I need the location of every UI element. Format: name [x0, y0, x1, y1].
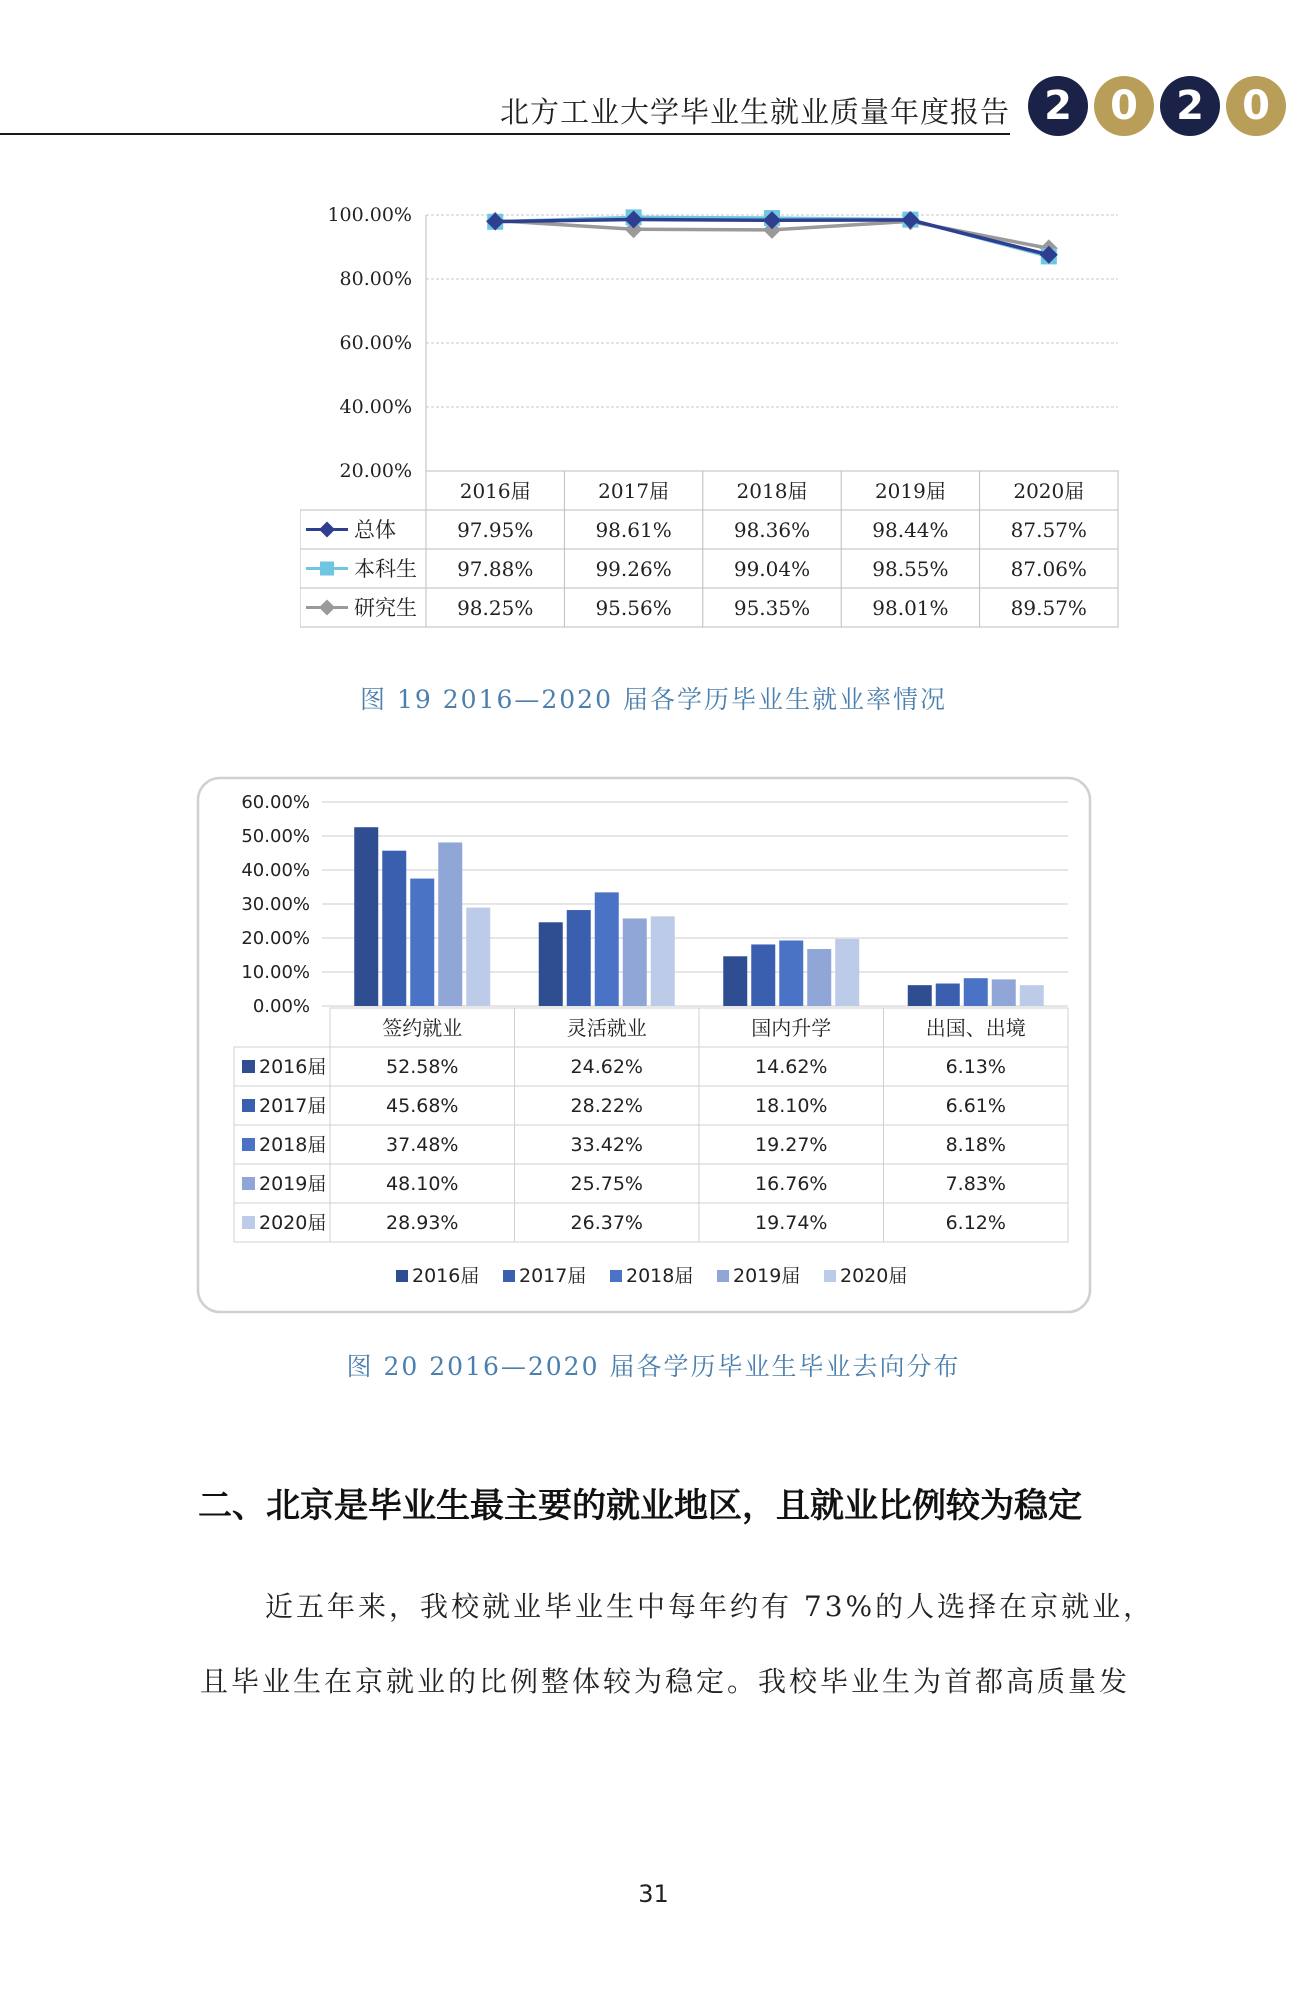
table-row [300, 549, 1118, 588]
employment-rate-line-chart [300, 195, 1140, 635]
legend-label: 2016届 [412, 1265, 480, 1287]
legend-label: 2017届 [519, 1265, 587, 1287]
bar [807, 949, 831, 1006]
y-tick-label: 0.00% [252, 996, 310, 1017]
data-value-cell: 28.93% [386, 1212, 459, 1234]
data-value-cell: 7.83% [945, 1173, 1006, 1195]
legend-swatch [396, 1270, 408, 1282]
data-value-cell: 6.12% [945, 1212, 1006, 1234]
data-value-cell: 28.22% [570, 1095, 643, 1117]
data-value-cell: 95.35% [733, 596, 811, 620]
data-value-cell: 98.44% [872, 518, 949, 542]
data-value-cell: 97.88% [457, 557, 534, 581]
data-value-cell: 24.62% [570, 1056, 643, 1078]
y-tick-label: 20.00% [241, 928, 310, 949]
category-label: 国内升学 [751, 1016, 832, 1040]
year-digit-badge: 2 [1160, 76, 1220, 136]
data-value-cell: 99.26% [595, 557, 672, 581]
bar [438, 842, 462, 1006]
header-rule [0, 133, 1010, 135]
data-value-cell: 26.37% [570, 1212, 643, 1234]
legend-swatch [503, 1270, 515, 1282]
bar [1020, 985, 1044, 1006]
bar [623, 918, 647, 1006]
data-value-cell: 19.27% [755, 1134, 828, 1156]
legend-label: 2020届 [840, 1265, 908, 1287]
series-label: 2019届 [259, 1173, 327, 1195]
y-tick-label: 10.00% [241, 962, 310, 983]
bar [567, 910, 591, 1006]
legend-key-swatch [242, 1060, 255, 1073]
legend-swatch [717, 1270, 729, 1282]
series-label: 2018届 [259, 1134, 327, 1156]
category-label: 灵活就业 [566, 1016, 647, 1040]
data-value-cell: 89.57% [1010, 596, 1087, 620]
data-value-cell: 18.10% [755, 1095, 828, 1117]
legend-key-marker [319, 600, 335, 616]
legend-key-swatch [242, 1138, 255, 1151]
data-value-cell: 99.04% [733, 557, 811, 581]
table-row [300, 510, 1118, 549]
bar [835, 939, 859, 1006]
bar [751, 944, 775, 1006]
data-value-cell: 14.62% [755, 1056, 828, 1078]
y-tick-label: 60.00% [339, 332, 412, 354]
data-value-cell: 33.42% [570, 1134, 643, 1156]
bar [466, 908, 490, 1006]
figure-19-caption: 图 19 2016—2020 届各学历毕业生就业率情况 [360, 685, 947, 714]
data-value-cell: 98.36% [733, 518, 811, 542]
data-value-cell: 98.01% [872, 596, 949, 620]
section-heading: 二、北京是毕业生最主要的就业地区，且就业比例较为稳定 [198, 1486, 1082, 1526]
legend-swatch [824, 1270, 836, 1282]
year-digit-badge: 0 [1226, 76, 1286, 136]
year-digit-badge: 0 [1094, 76, 1154, 136]
data-value-cell: 6.61% [945, 1095, 1006, 1117]
legend-label: 2019届 [733, 1265, 801, 1287]
category-label: 2018届 [736, 479, 808, 503]
data-value-cell: 37.48% [386, 1134, 459, 1156]
series-label: 研究生 [354, 596, 417, 620]
year-badges [1028, 76, 1286, 136]
data-value-cell: 98.25% [457, 596, 534, 620]
bar [410, 879, 434, 1006]
data-value-cell: 87.06% [1010, 557, 1087, 581]
category-label: 2019届 [874, 479, 946, 503]
y-tick-label: 80.00% [339, 268, 412, 290]
legend-key-swatch [242, 1099, 255, 1112]
year-digit-badge: 2 [1028, 76, 1088, 136]
legend-key-swatch [242, 1177, 255, 1190]
bar [936, 984, 960, 1006]
data-value-cell: 16.76% [755, 1173, 828, 1195]
graduate-destination-bar-chart [196, 776, 1096, 1316]
bar [964, 978, 988, 1006]
y-tick-label: 60.00% [241, 792, 310, 813]
data-value-cell: 97.95% [457, 518, 534, 542]
y-tick-label: 30.00% [241, 894, 310, 915]
legend-label: 2018届 [626, 1265, 694, 1287]
data-value-cell: 87.57% [1010, 518, 1087, 542]
y-tick-label: 40.00% [241, 860, 310, 881]
category-label: 签约就业 [382, 1016, 463, 1040]
y-tick-label: 20.00% [339, 460, 412, 482]
bar [354, 827, 378, 1006]
data-value-cell: 45.68% [386, 1095, 459, 1117]
bar [539, 922, 563, 1006]
category-label: 2020届 [1013, 479, 1085, 503]
bar [382, 851, 406, 1006]
report-header-title: 北方工业大学毕业生就业质量年度报告 [500, 95, 1011, 129]
data-value-cell: 98.61% [595, 518, 672, 542]
data-value-cell: 25.75% [570, 1173, 643, 1195]
y-tick-label: 40.00% [339, 396, 412, 418]
data-value-cell: 48.10% [386, 1173, 459, 1195]
data-value-cell: 98.55% [872, 557, 949, 581]
series-label: 本科生 [354, 557, 417, 581]
bar [595, 892, 619, 1006]
bar [651, 916, 675, 1006]
figure-20-caption: 图 20 2016—2020 届各学历毕业生毕业去向分布 [346, 1352, 961, 1381]
table-row [300, 588, 1118, 627]
data-value-cell: 95.56% [595, 596, 672, 620]
category-label: 2016届 [459, 479, 531, 503]
series-label: 总体 [354, 518, 396, 542]
bar [908, 985, 932, 1006]
legend-key-marker [319, 522, 335, 538]
series-label: 2020届 [259, 1212, 327, 1234]
bar [779, 940, 803, 1006]
data-value-cell: 52.58% [386, 1056, 459, 1078]
legend-key-marker [320, 562, 334, 576]
y-tick-label: 100.00% [327, 204, 412, 226]
data-value-cell: 8.18% [945, 1134, 1006, 1156]
series-label: 2016届 [259, 1056, 327, 1078]
series-label: 2017届 [259, 1095, 327, 1117]
y-tick-label: 50.00% [241, 826, 310, 847]
bar [992, 979, 1016, 1006]
data-value-cell: 6.13% [945, 1056, 1006, 1078]
data-value-cell: 19.74% [755, 1212, 828, 1234]
page-number: 31 [638, 1880, 669, 1908]
legend-swatch [610, 1270, 622, 1282]
legend-key-swatch [242, 1216, 255, 1229]
body-paragraph-line: 近五年来，我校就业毕业生中每年约有 73%的人选择在京就业， [265, 1590, 1155, 1623]
body-paragraph-line: 且毕业生在京就业的比例整体较为稳定。我校毕业生为首都高质量发 [200, 1665, 1131, 1698]
category-label: 出国、出境 [925, 1016, 1026, 1040]
bar [723, 956, 747, 1006]
category-label: 2017届 [598, 479, 670, 503]
